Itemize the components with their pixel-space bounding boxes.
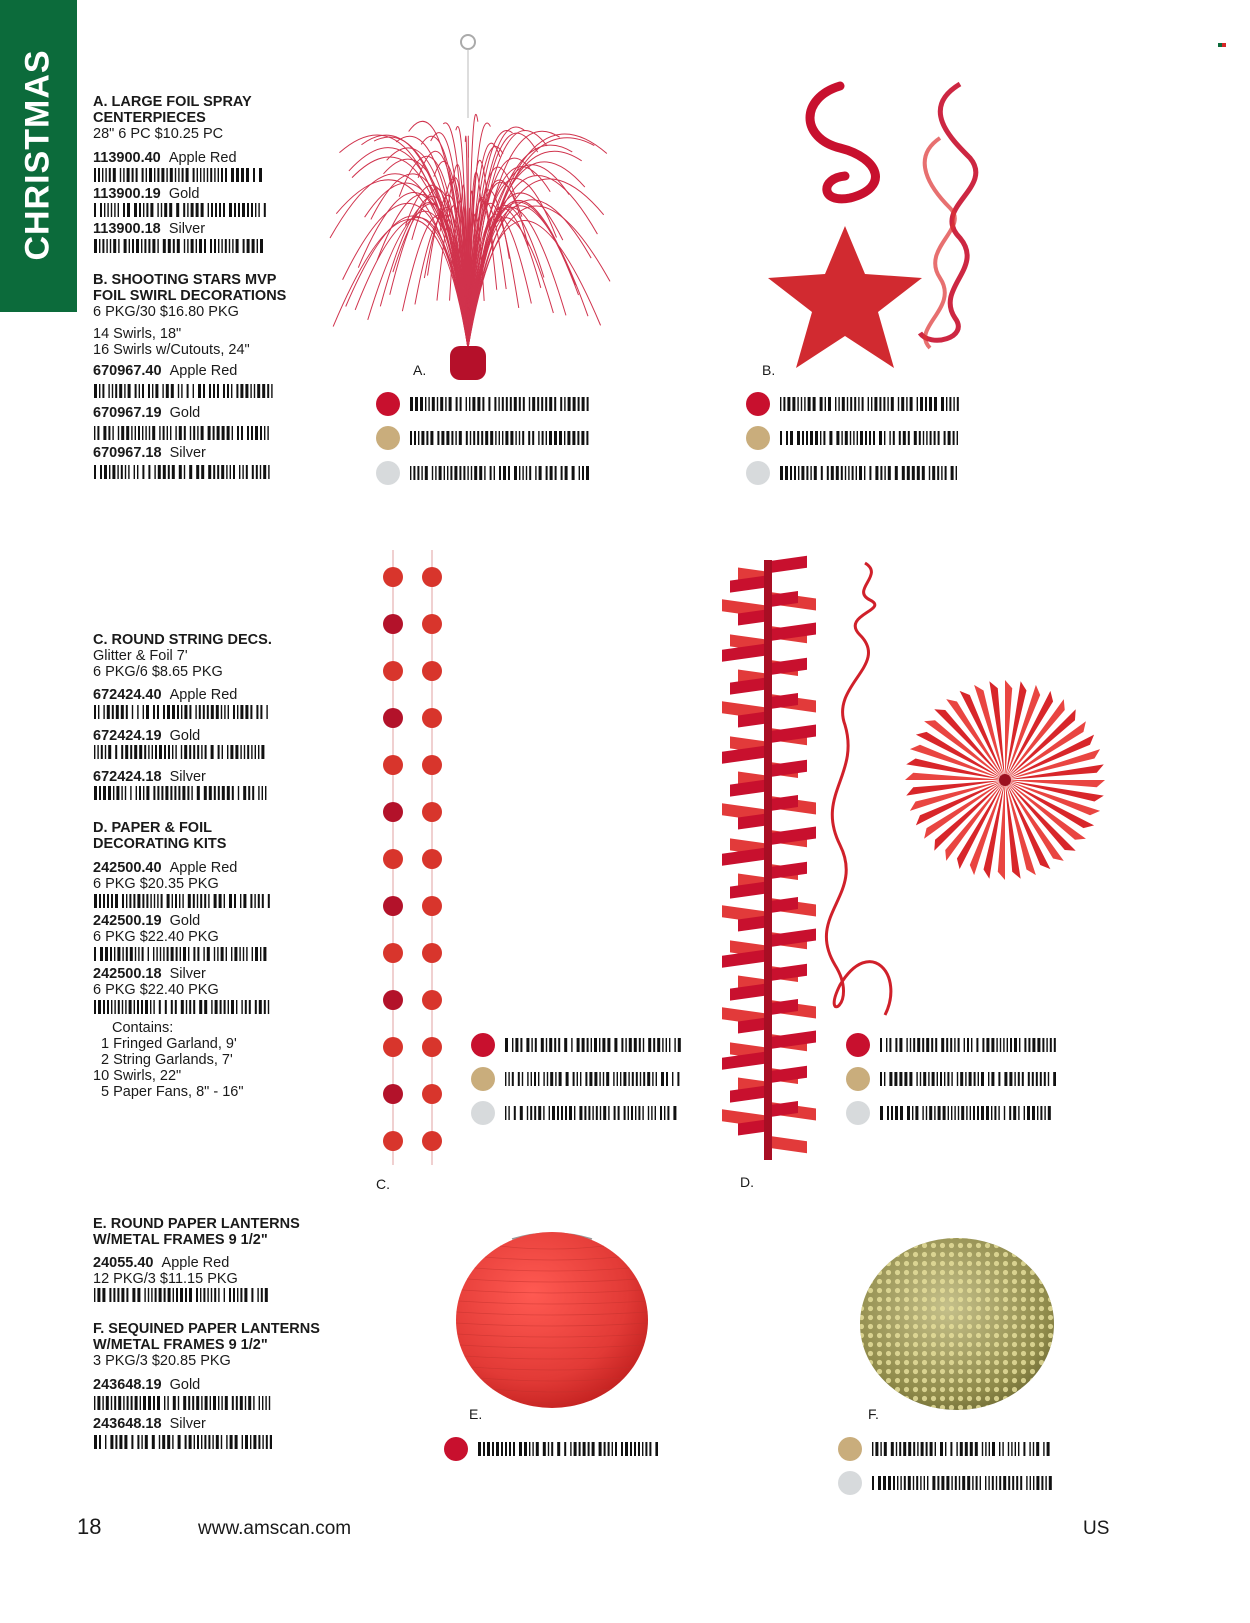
silver-swatch	[376, 461, 400, 485]
gold-swatch	[376, 426, 400, 450]
barcode	[410, 397, 590, 411]
barcode	[94, 1435, 272, 1449]
barcode	[94, 426, 272, 440]
product-b-pricing: 6 PKG/30 $16.80 PKG	[93, 304, 239, 320]
silver-swatch	[471, 1101, 495, 1125]
red-paper-lantern-image	[452, 1225, 652, 1415]
sku-color: Apple Red	[161, 1255, 230, 1271]
sku-code: 113900.19	[93, 186, 161, 202]
apple-red-swatch	[846, 1033, 870, 1057]
product-b-desc-1: 14 Swirls, 18"	[93, 326, 182, 342]
apple-red-swatch	[444, 1437, 468, 1461]
product-b-title-2: FOIL SWIRL DECORATIONS	[93, 288, 287, 304]
gold-swatch	[846, 1067, 870, 1091]
silver-swatch	[846, 1101, 870, 1125]
sku-color: Apple Red	[169, 363, 238, 379]
product-b-sku-3	[93, 445, 206, 461]
product-d-contains-label: Contains:	[112, 1020, 174, 1036]
swatch-row	[746, 391, 960, 417]
product-a-pricing: 28" 6 PC $10.25 PC	[93, 126, 224, 142]
product-d-contains-2: 2 String Garlands, 7'	[101, 1052, 233, 1068]
image-label-b: B.	[762, 362, 776, 378]
barcode	[880, 1072, 1056, 1086]
sku-code: 672424.40	[93, 687, 162, 703]
barcode	[880, 1106, 1056, 1120]
barcode	[410, 466, 590, 480]
image-label-c: C.	[376, 1176, 390, 1192]
product-d-sku-1	[93, 860, 237, 876]
image-label-e: E.	[469, 1406, 483, 1422]
barcode	[94, 465, 272, 479]
sku-code: 242500.18	[93, 966, 162, 982]
product-e-price-1: 12 PKG/3 $11.15 PKG	[93, 1271, 238, 1287]
barcode	[94, 705, 270, 719]
sku-color: Silver	[169, 769, 206, 785]
barcode	[94, 1396, 272, 1410]
sku-color: Silver	[169, 966, 206, 982]
sequined-paper-lantern-image	[857, 1232, 1057, 1412]
swatch-row	[471, 1032, 681, 1058]
barcode	[94, 745, 270, 759]
barcode	[94, 203, 266, 217]
region-label: US	[1083, 1518, 1110, 1539]
barcode	[94, 1288, 270, 1302]
swatch-row	[846, 1066, 1056, 1092]
sku-color: Apple Red	[168, 150, 237, 166]
product-d-contains-1: 1 Fringed Garland, 9'	[101, 1036, 237, 1052]
shooting-star-swirl-image	[760, 78, 1000, 378]
barcode	[872, 1442, 1052, 1456]
product-d-price-1: 6 PKG $20.35 PKG	[93, 876, 219, 892]
product-e-title-2: W/METAL FRAMES 9 1/2"	[93, 1232, 268, 1248]
product-c-desc: Glitter & Foil 7'	[93, 648, 188, 664]
sku-code: 243648.19	[93, 1377, 162, 1393]
section-tab	[0, 0, 77, 312]
product-a-sku-2	[93, 186, 199, 202]
silver-swatch	[746, 461, 770, 485]
swatch-row	[376, 460, 590, 486]
sku-code: 672424.19	[93, 728, 162, 744]
barcode	[872, 1476, 1052, 1490]
sku-color: Silver	[168, 221, 206, 237]
sku-code: 242500.19	[93, 913, 162, 929]
product-c-sku-3	[93, 769, 206, 785]
silver-swatch	[838, 1471, 862, 1495]
swatch-row	[471, 1066, 681, 1092]
sku-color: Silver	[169, 445, 206, 461]
swatch-row	[846, 1032, 1056, 1058]
swatch-row	[838, 1470, 1052, 1496]
section-tab-label: CHRISTMAS	[18, 49, 57, 261]
product-a-sku-3	[93, 221, 205, 237]
product-e-title-1: E. ROUND PAPER LANTERNS	[93, 1216, 300, 1232]
page-number: 18	[77, 1514, 102, 1539]
product-f-sku-1	[93, 1377, 200, 1393]
swatch-row	[376, 425, 590, 451]
sku-code: 670967.18	[93, 445, 162, 461]
product-d-contains-3: 10 Swirls, 22"	[93, 1068, 182, 1084]
product-f-sku-2	[93, 1416, 206, 1432]
sku-code: 242500.40	[93, 860, 162, 876]
image-label-a: A.	[413, 362, 427, 378]
sku-color: Silver	[169, 1416, 206, 1432]
sku-code: 113900.18	[93, 221, 161, 237]
barcode	[880, 1038, 1056, 1052]
product-d-title-2: DECORATING KITS	[93, 836, 227, 852]
sku-code: 24055.40	[93, 1255, 154, 1271]
barcode	[505, 1106, 681, 1120]
foil-spray-centerpiece-image	[320, 28, 620, 388]
product-c-pricing: 6 PKG/6 $8.65 PKG	[93, 664, 223, 680]
barcode	[94, 168, 266, 182]
round-string-decs-image	[375, 550, 455, 1170]
swatch-row	[838, 1436, 1052, 1462]
sku-code: 672424.18	[93, 769, 162, 785]
gold-swatch	[838, 1437, 862, 1461]
barcode	[94, 786, 270, 800]
barcode	[478, 1442, 658, 1456]
sku-code: 113900.40	[93, 150, 161, 166]
product-b-sku-2	[93, 405, 200, 421]
product-a-sku-1	[93, 150, 237, 166]
product-a-title-2: CENTERPIECES	[93, 110, 206, 126]
barcode	[780, 431, 960, 445]
barcode	[94, 947, 270, 961]
swatch-row	[846, 1100, 1056, 1126]
product-b-title-1: B. SHOOTING STARS MVP	[93, 272, 277, 288]
apple-red-swatch	[746, 392, 770, 416]
product-d-title-1: D. PAPER & FOIL	[93, 820, 212, 836]
barcode	[94, 239, 266, 253]
product-c-sku-1	[93, 687, 237, 703]
product-c-sku-2	[93, 728, 200, 744]
product-d-sku-2	[93, 913, 200, 929]
sku-code: 670967.40	[93, 363, 162, 379]
sku-color: Apple Red	[169, 860, 238, 876]
image-label-d: D.	[740, 1174, 754, 1190]
sku-color: Apple Red	[169, 687, 238, 703]
gold-swatch	[471, 1067, 495, 1091]
sku-color: Gold	[169, 1377, 201, 1393]
swatch-row	[376, 391, 590, 417]
sku-code: 670967.19	[93, 405, 162, 421]
sku-code: 243648.18	[93, 1416, 162, 1432]
barcode	[505, 1072, 681, 1086]
gold-swatch	[746, 426, 770, 450]
swatch-row	[471, 1100, 681, 1126]
barcode	[94, 894, 270, 908]
barcode	[94, 1000, 270, 1014]
product-f-title-1: F. SEQUINED PAPER LANTERNS	[93, 1321, 320, 1337]
apple-red-swatch	[376, 392, 400, 416]
swatch-row	[746, 425, 960, 451]
product-e-sku-1	[93, 1255, 229, 1271]
barcode	[505, 1038, 681, 1052]
barcode	[94, 384, 274, 398]
product-c-title: C. ROUND STRING DECS.	[93, 632, 272, 648]
product-d-price-3: 6 PKG $22.40 PKG	[93, 982, 219, 998]
product-f-title-2: W/METAL FRAMES 9 1/2"	[93, 1337, 268, 1353]
sku-color: Gold	[169, 405, 201, 421]
sku-color: Gold	[169, 728, 201, 744]
flag-icon	[1218, 34, 1226, 38]
barcode	[780, 397, 960, 411]
product-b-desc-2: 16 Swirls w/Cutouts, 24"	[93, 342, 250, 358]
barcode	[780, 466, 960, 480]
sku-color: Gold	[168, 186, 200, 202]
swatch-row	[444, 1436, 658, 1462]
image-label-f: F.	[868, 1406, 879, 1422]
product-f-pricing: 3 PKG/3 $20.85 PKG	[93, 1353, 231, 1369]
product-d-contains-4: 5 Paper Fans, 8" - 16"	[101, 1084, 244, 1100]
product-a-title-1: A. LARGE FOIL SPRAY	[93, 94, 252, 110]
website-link[interactable]: www.amscan.com	[198, 1518, 352, 1539]
swatch-row	[746, 460, 960, 486]
product-d-price-2: 6 PKG $22.40 PKG	[93, 929, 219, 945]
product-d-sku-3	[93, 966, 206, 982]
product-b-sku-1	[93, 363, 237, 379]
apple-red-swatch	[471, 1033, 495, 1057]
barcode	[410, 431, 590, 445]
sku-color: Gold	[169, 913, 201, 929]
